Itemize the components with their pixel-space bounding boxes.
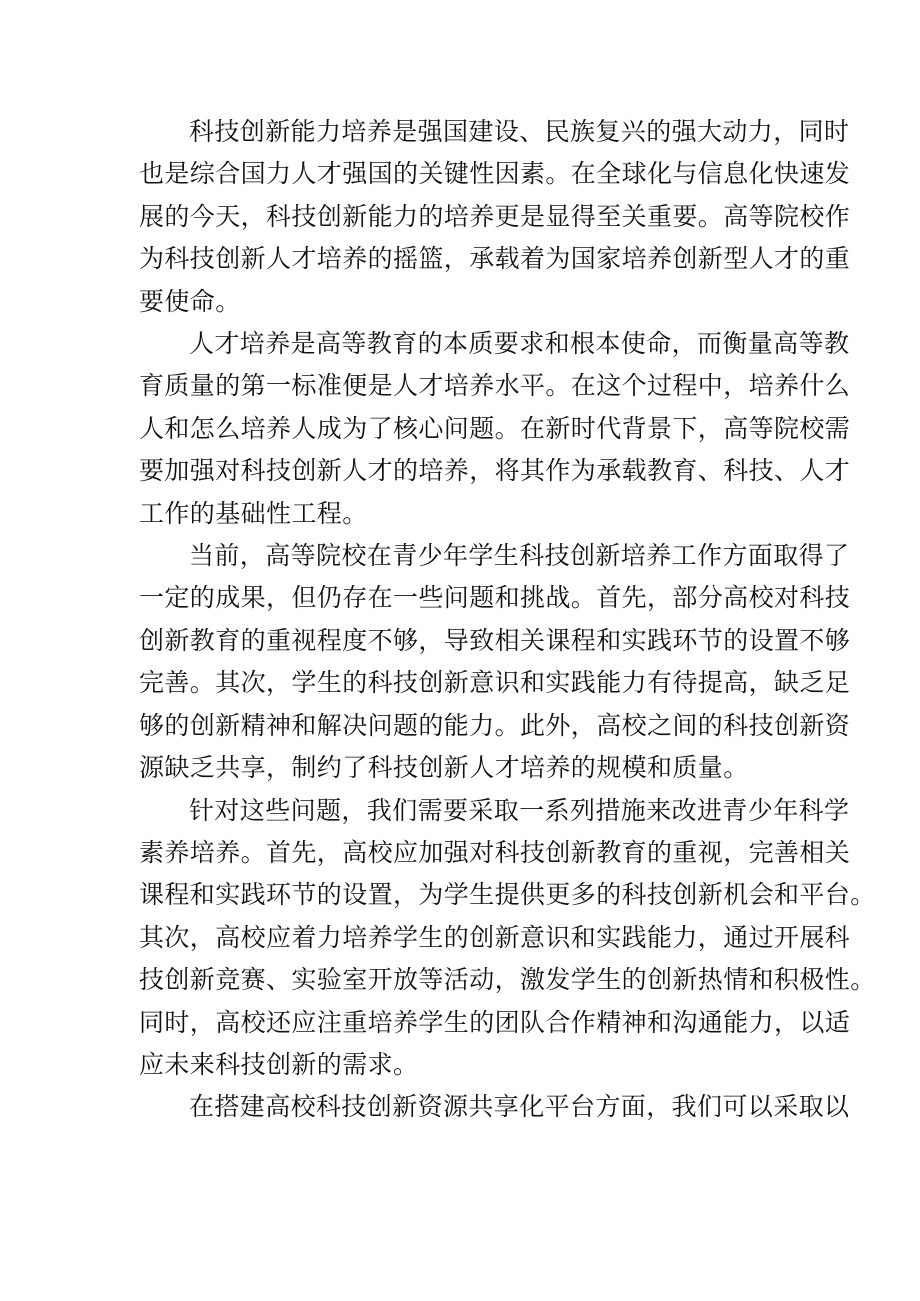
paragraph-1 bbox=[139, 111, 851, 323]
paragraph-line: 课程和实践环节的设置，为学生提供更多的科技创新机会和平台。 bbox=[139, 880, 876, 910]
paragraph-line: 要使命。 bbox=[139, 286, 241, 316]
paragraph-line: 技创新竞赛、实验室开放等活动，激发学生的创新热情和积极性。 bbox=[139, 965, 876, 995]
paragraph-line: 同时，高校还应注重培养学生的团队合作精神和沟通能力，以适 bbox=[139, 1007, 851, 1037]
paragraph-line: 人才培养是高等教育的本质要求和根本使命，而衡量高等教 bbox=[189, 329, 850, 359]
paragraph-line: 一定的成果，但仍存在一些问题和挑战。首先，部分高校对科技 bbox=[139, 583, 851, 613]
paragraph-line: 源缺乏共享，制约了科技创新人才培养的规模和质量。 bbox=[139, 753, 749, 783]
paragraph-line: 够的创新精神和解决问题的能力。此外，高校之间的科技创新资 bbox=[139, 710, 851, 740]
paragraph-line: 为科技创新人才培养的摇篮，承载着为国家培养创新型人才的重 bbox=[139, 244, 851, 274]
paragraph-line: 应未来科技创新的需求。 bbox=[139, 1049, 419, 1079]
paragraph-line: 也是综合国力人才强国的关键性因素。在全球化与信息化快速发 bbox=[139, 159, 851, 189]
paragraph-line: 工作的基础性工程。 bbox=[139, 498, 368, 528]
paragraph-4 bbox=[139, 790, 876, 1087]
paragraph-line: 当前，高等院校在青少年学生科技创新培养工作方面取得了 bbox=[189, 541, 850, 571]
paragraph-line: 要加强对科技创新人才的培养，将其作为承载教育、科技、人才 bbox=[139, 456, 851, 486]
paragraph-2 bbox=[139, 323, 851, 535]
paragraph-line: 在搭建高校科技创新资源共享化平台方面，我们可以采取以 bbox=[189, 1092, 850, 1122]
paragraph-line: 育质量的第一标准便是人才培养水平。在这个过程中，培养什么 bbox=[139, 371, 851, 401]
paragraph-3 bbox=[139, 535, 851, 789]
paragraph-line: 人和怎么培养人成为了核心问题。在新时代背景下，高等院校需 bbox=[139, 413, 851, 443]
document-body bbox=[139, 111, 876, 1129]
paragraph-line: 针对这些问题，我们需要采取一系列措施来改进青少年科学 bbox=[189, 795, 850, 825]
paragraph-line: 素养培养。首先，高校应加强对科技创新教育的重视，完善相关 bbox=[139, 837, 851, 867]
paragraph-line: 其次，高校应着力培养学生的创新意识和实践能力，通过开展科 bbox=[139, 922, 851, 952]
paragraph-5 bbox=[139, 1086, 850, 1128]
paragraph-line: 创新教育的重视程度不够，导致相关课程和实践环节的设置不够 bbox=[139, 625, 851, 655]
paragraph-line: 科技创新能力培养是强国建设、民族复兴的强大动力，同时 bbox=[189, 117, 850, 146]
paragraph-line: 完善。其次，学生的科技创新意识和实践能力有待提高，缺乏足 bbox=[139, 668, 851, 698]
paragraph-line: 展的今天，科技创新能力的培养更是显得至关重要。高等院校作 bbox=[139, 201, 851, 231]
